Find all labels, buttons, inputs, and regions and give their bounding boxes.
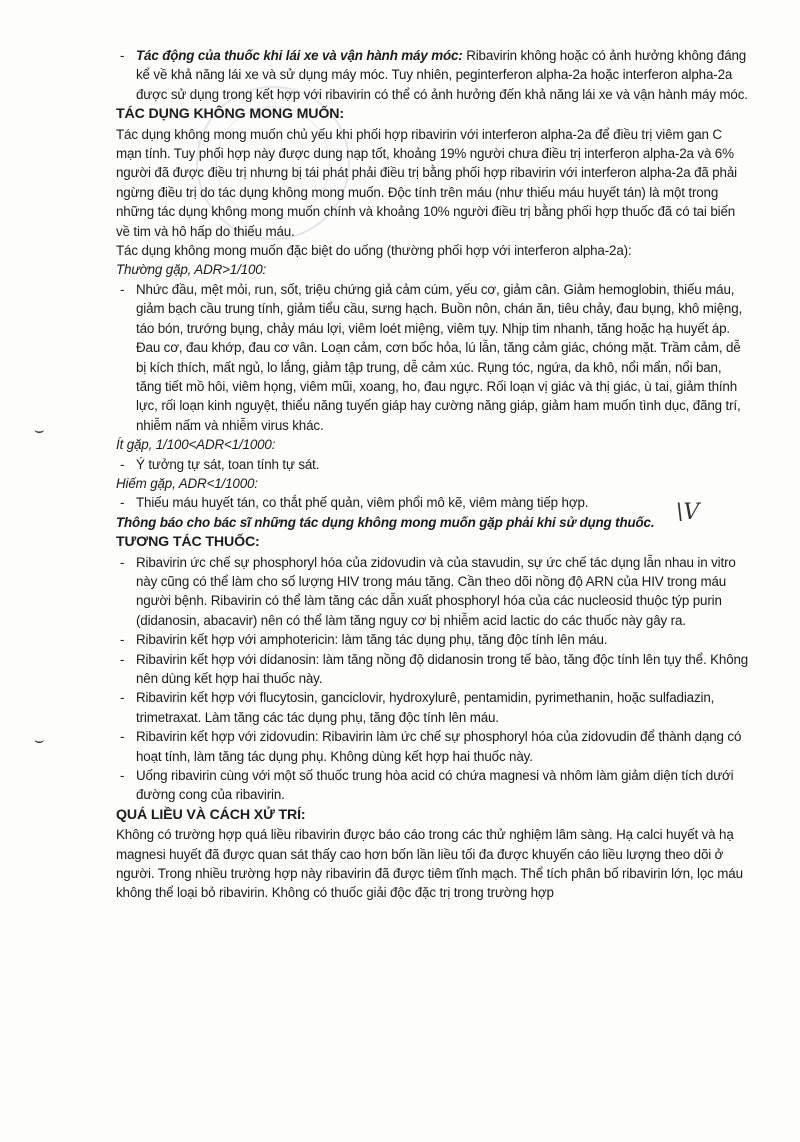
rare-label: Hiếm gặp, ADR<1/1000: bbox=[116, 475, 258, 491]
uncommon-text: - Ý tưởng tự sát, toan tính tự sát. bbox=[116, 455, 750, 474]
interaction-item: - Uống ribavirin cùng với một số thuốc trung hòa acid có chứa magnesi và nhôm làm giảm diện tích dưới đường cong của ribavirin. bbox=[116, 766, 750, 805]
margin-mark-bottom: ⌣ bbox=[34, 730, 45, 749]
overdose-heading: QUÁ LIỀU VÀ CÁCH XỬ TRÍ: bbox=[116, 806, 306, 823]
interaction-item: - Ribavirin kết hợp với didanosin: làm tăng nồng độ didanosin trong tế bào, tăng độc tính lên tụy thể. Không nên dùng kết hợp hai thuốc này. bbox=[116, 650, 750, 689]
driving-text: Ribavirin không hoặc có ảnh hưởng không đáng kể về khả năng lái xe và sử dụng máy móc. Tuy nhiên, peginterferon alpha-2a hoặc interferon alpha-2a được sử dụng trong kết hợp với ribavirin có thể có ảnh hưởng đến khả năng lái xe và vận hành máy móc. bbox=[136, 48, 748, 102]
overdose-text: Không có trường hợp quá liều ribavirin được báo cáo trong các thử nghiệm lâm sàng. Hạ calci huyết và hạ magnesi huyết đã được quan sát thấy cao hơn bốn lần liều tối đa được khuyến cáo liều lượng theo dõi ở người. Trong nhiều trường hợp này ribavirin đã được tiêm tĩnh mạch. Thể tích phân bố ribavirin lớn, lọc máu không thể loại bỏ ribavirin. Không có thuốc giải độc đặc trị trong trường hợp bbox=[116, 827, 743, 901]
interaction-item: - Ribavirin kết hợp với zidovudin: Ribavirin làm ức chế sự phosphoryl hóa của zidovudin để thành dạng có hoạt tính, làm tăng tác dụng phụ. Không dùng kết hợp hai thuốc này. bbox=[116, 727, 750, 766]
common-label: Thường gặp, ADR>1/100: bbox=[116, 262, 267, 278]
driving-title: Tác động của thuốc khi lái xe và vận hành máy móc: bbox=[136, 48, 463, 63]
common-text: - Nhức đầu, mệt mỏi, run, sốt, triệu chứng giả cảm cúm, yếu cơ, giảm cân. Giảm hemoglobin, thiếu máu, giảm bạch cầu trung tính, giảm tiểu cầu, sưng hạch. Buồn nôn, chán ăn, tiêu chảy, đau bụng, khô miệng, táo bón, trướng bụng, chảy máu lợi, viêm loét miệng, viêm tụy. Nhịp tim nhanh, tăng hoặc hạ huyết áp. Đau cơ, đau khớp, đau cơ vân. Loạn cảm, cơn bốc hỏa, lú lẫn, tăng cảm giác, chóng mặt. Trầm cảm, dễ bị kích thích, mất ngủ, lo lắng, giảm tập trung, dễ cảm xúc. Rụng tóc, ngứa, da khô, nổi mẩn, nổi ban, tăng tiết mồ hôi, viêm họng, viêm mũi, xoang, ho, đau ngực. Rối loạn vị giác và thị giác, ù tai, giảm thính lực, rối loạn kinh nguyệt, thiểu năng tuyến giáp hay cường năng giáp, giảm ham muốn tình dục, đãng trí, nhiễm nấm và nhiễm virus khác. bbox=[116, 280, 750, 435]
adverse-intro: Tác dụng không mong muốn chủ yếu khi phối hợp ribavirin với interferon alpha-2a để điều trị viêm gan C mạn tính. Tuy phối hợp này được dung nạp tốt, khoảng 19% người chưa điều trị interferon alpha-2a và 6% người đã được điều trị nhưng bị tái phát phải điều trị bằng phối hợp ribavirin với interferon alpha-2a đã phải ngừng điều trị do tác dụng không mong muốn. Độc tính trên máu (như thiếu máu huyết tán) là một trong những tác dụng không mong muốn chính và khoảng 10% người điều trị bằng phối hợp thuốc đã có tai biến về tim và hô hấp do thiếu máu. bbox=[116, 126, 737, 239]
adverse-heading: TÁC DỤNG KHÔNG MONG MUỐN: bbox=[116, 106, 344, 123]
interaction-item: - Ribavirin ức chế sự phosphoryl hóa của zidovudin và của stavudin, sự ức chế tác dụng lẫn nhau in vitro này cũng có thể làm cho số lượng HIV trong máu tăng. Cần theo dõi nồng độ ARN của HIV trong máu người bệnh. Ribavirin có thể làm tăng các dẫn xuất phosphoryl hóa của các nucleosid thuộc týp purin (didanosin, abacavir) nên có thể làm tăng nguy cơ bị nhiễm acid lactic do các thuốc này gây ra. bbox=[116, 553, 750, 631]
handwritten-check: \V bbox=[676, 500, 700, 525]
uncommon-label: Ít gặp, 1/100<ADR<1/1000: bbox=[116, 437, 276, 453]
driving-paragraph bbox=[116, 46, 750, 104]
interaction-item: - Ribavirin kết hợp với flucytosin, ganciclovir, hydroxylurê, pentamidin, pyrimethanin, hoặc sulfadiazin, trimetraxat. Làm tăng các tác dụng phụ, tăng độc tính lên máu. bbox=[116, 688, 750, 727]
rare-text: - Thiếu máu huyết tán, co thắt phế quản, viêm phổi mô kẽ, viêm màng tiếp hợp. bbox=[116, 493, 750, 512]
oral-intro: Tác dụng không mong muốn đặc biệt do uống (thường phối hợp với interferon alpha-2a): bbox=[116, 243, 632, 259]
interaction-item: - Ribavirin kết hợp với amphotericin: làm tăng tác dụng phụ, tăng độc tính lên máu. bbox=[116, 630, 750, 649]
interactions-heading: TƯƠNG TÁC THUỐC: bbox=[116, 534, 260, 551]
margin-mark-top: ⌣ bbox=[34, 420, 45, 439]
document-body bbox=[116, 46, 750, 903]
doctor-notice: Thông báo cho bác sĩ những tác dụng không mong muốn gặp phải khi sử dụng thuốc. bbox=[116, 514, 655, 530]
